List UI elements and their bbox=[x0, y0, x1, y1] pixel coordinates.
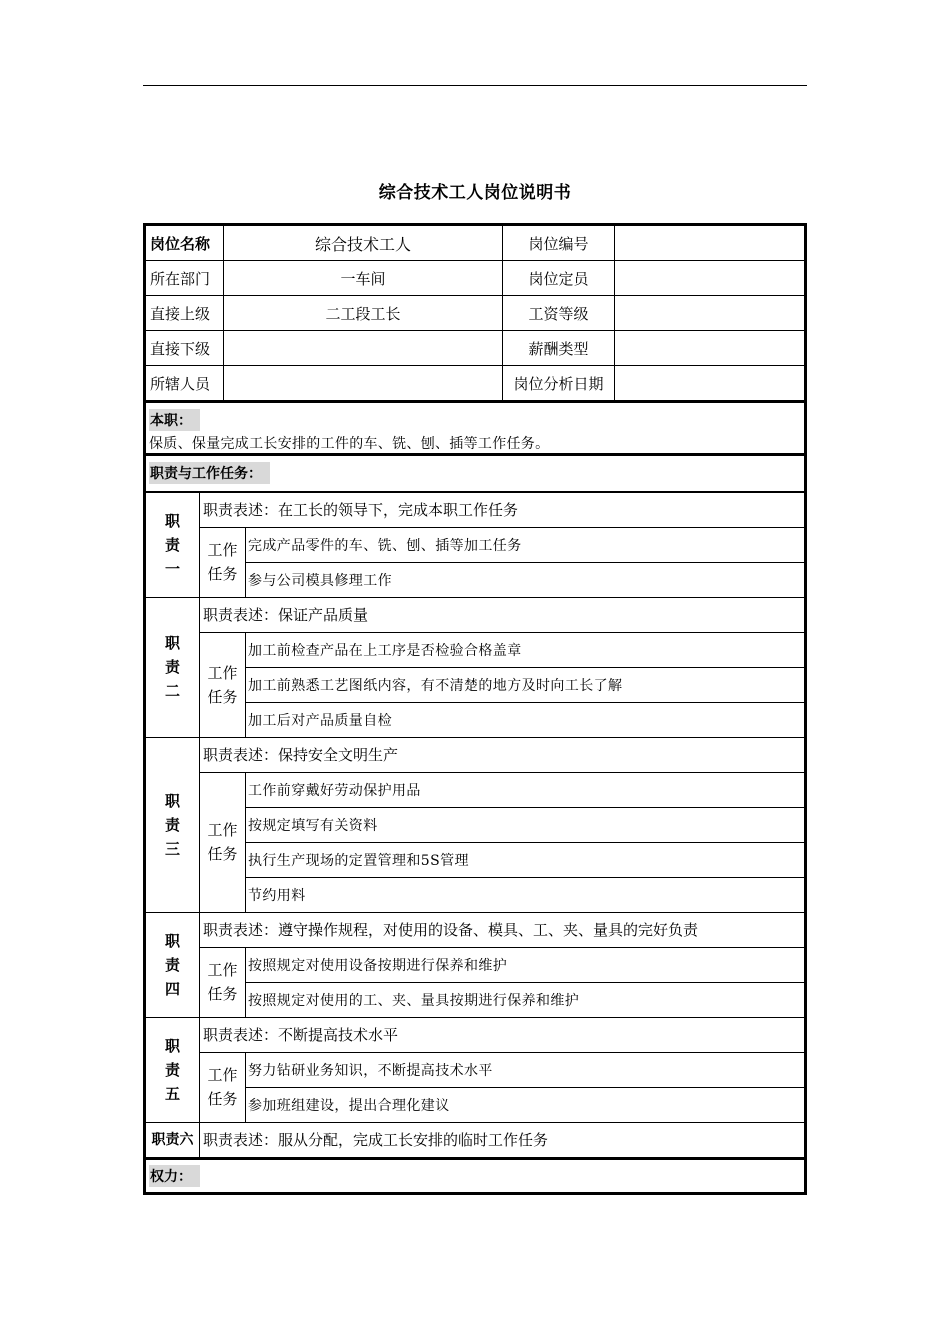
task-label: 工作任务 bbox=[200, 1052, 246, 1122]
task-item: 按照规定对使用的工、夹、量具按期进行保养和维护 bbox=[246, 982, 805, 1017]
task-label: 工作任务 bbox=[200, 947, 246, 1017]
duty-name: 职责五 bbox=[146, 1017, 200, 1122]
power-heading: 权力： bbox=[149, 1165, 200, 1187]
info-label: 直接下级 bbox=[146, 331, 224, 366]
info-label: 所辖人员 bbox=[146, 366, 224, 401]
info-label: 岗位分析日期 bbox=[503, 366, 615, 401]
duty-description: 职责表述：保证产品质量 bbox=[200, 597, 805, 632]
task-item: 加工前熟悉工艺图纸内容，有不清楚的地方及时向工长了解 bbox=[246, 667, 805, 702]
task-label: 工作任务 bbox=[200, 632, 246, 737]
task-item: 加工后对产品质量自检 bbox=[246, 702, 805, 737]
duty-description: 职责表述：服从分配，完成工长安排的临时工作任务 bbox=[200, 1122, 805, 1157]
duties-table bbox=[145, 492, 805, 1158]
info-row bbox=[146, 366, 805, 401]
duty-row bbox=[146, 1122, 805, 1157]
benzhi-text: 保质、保量完成工长安排的工件的车、铣、刨、插等工作任务。 bbox=[149, 436, 550, 452]
info-row bbox=[146, 226, 805, 261]
info-value bbox=[224, 331, 503, 366]
duties-heading: 职责与工作任务： bbox=[149, 462, 270, 484]
duty-row bbox=[146, 597, 805, 632]
info-label: 岗位编号 bbox=[503, 226, 615, 261]
task-label: 工作任务 bbox=[200, 772, 246, 912]
duty-row bbox=[146, 737, 805, 772]
task-item: 按照规定对使用设备按期进行保养和维护 bbox=[246, 947, 805, 982]
duty-name: 职责一 bbox=[146, 492, 200, 597]
info-label: 工资等级 bbox=[503, 296, 615, 331]
info-label: 所在部门 bbox=[146, 261, 224, 296]
task-item: 执行生产现场的定置管理和5S管理 bbox=[246, 842, 805, 877]
duty-description: 职责表述：保持安全文明生产 bbox=[200, 737, 805, 772]
duty-row bbox=[146, 1017, 805, 1052]
task-row bbox=[146, 947, 805, 982]
duty-description: 职责表述：遵守操作规程，对使用的设备、模具、工、夹、量具的完好负责 bbox=[200, 912, 805, 947]
task-item: 工作前穿戴好劳动保护用品 bbox=[246, 772, 805, 807]
info-label: 岗位定员 bbox=[503, 261, 615, 296]
job-description-sheet bbox=[143, 223, 807, 1195]
duty-name: 职责二 bbox=[146, 597, 200, 737]
info-value bbox=[615, 261, 805, 296]
task-item: 完成产品零件的车、铣、刨、插等加工任务 bbox=[246, 527, 805, 562]
info-row bbox=[146, 261, 805, 296]
basic-info-table bbox=[145, 225, 805, 401]
header-rule bbox=[143, 85, 807, 86]
benzhi-section bbox=[145, 401, 805, 454]
duty-name: 职责六 bbox=[146, 1122, 200, 1157]
info-value: 二工段工长 bbox=[224, 296, 503, 331]
info-value bbox=[224, 366, 503, 401]
duty-row bbox=[146, 492, 805, 527]
info-label: 薪酬类型 bbox=[503, 331, 615, 366]
info-row bbox=[146, 296, 805, 331]
task-label: 工作任务 bbox=[200, 527, 246, 597]
task-item: 加工前检查产品在上工序是否检验合格盖章 bbox=[246, 632, 805, 667]
duties-heading-section bbox=[145, 454, 805, 492]
info-row bbox=[146, 331, 805, 366]
task-item: 按规定填写有关资料 bbox=[246, 807, 805, 842]
info-value: 综合技术工人 bbox=[224, 226, 503, 261]
duty-description: 职责表述：不断提高技术水平 bbox=[200, 1017, 805, 1052]
task-row bbox=[146, 772, 805, 807]
task-row bbox=[146, 1052, 805, 1087]
info-value bbox=[615, 331, 805, 366]
duty-name: 职责四 bbox=[146, 912, 200, 1017]
task-item: 参加班组建设，提出合理化建议 bbox=[246, 1087, 805, 1122]
document-title: 综合技术工人岗位说明书 bbox=[378, 183, 572, 203]
info-label: 岗位名称 bbox=[146, 226, 224, 261]
info-label: 直接上级 bbox=[146, 296, 224, 331]
duty-name: 职责三 bbox=[146, 737, 200, 912]
power-section bbox=[145, 1158, 805, 1194]
info-value bbox=[615, 226, 805, 261]
task-item: 努力钻研业务知识，不断提高技术水平 bbox=[246, 1052, 805, 1087]
task-item: 节约用料 bbox=[246, 877, 805, 912]
task-item: 参与公司模具修理工作 bbox=[246, 562, 805, 597]
task-row bbox=[146, 527, 805, 562]
info-value bbox=[615, 296, 805, 331]
info-value: 一车间 bbox=[224, 261, 503, 296]
benzhi-heading: 本职： bbox=[149, 409, 200, 431]
info-value bbox=[615, 366, 805, 401]
duty-description: 职责表述：在工长的领导下，完成本职工作任务 bbox=[200, 492, 805, 527]
duty-row bbox=[146, 912, 805, 947]
task-row bbox=[146, 632, 805, 667]
